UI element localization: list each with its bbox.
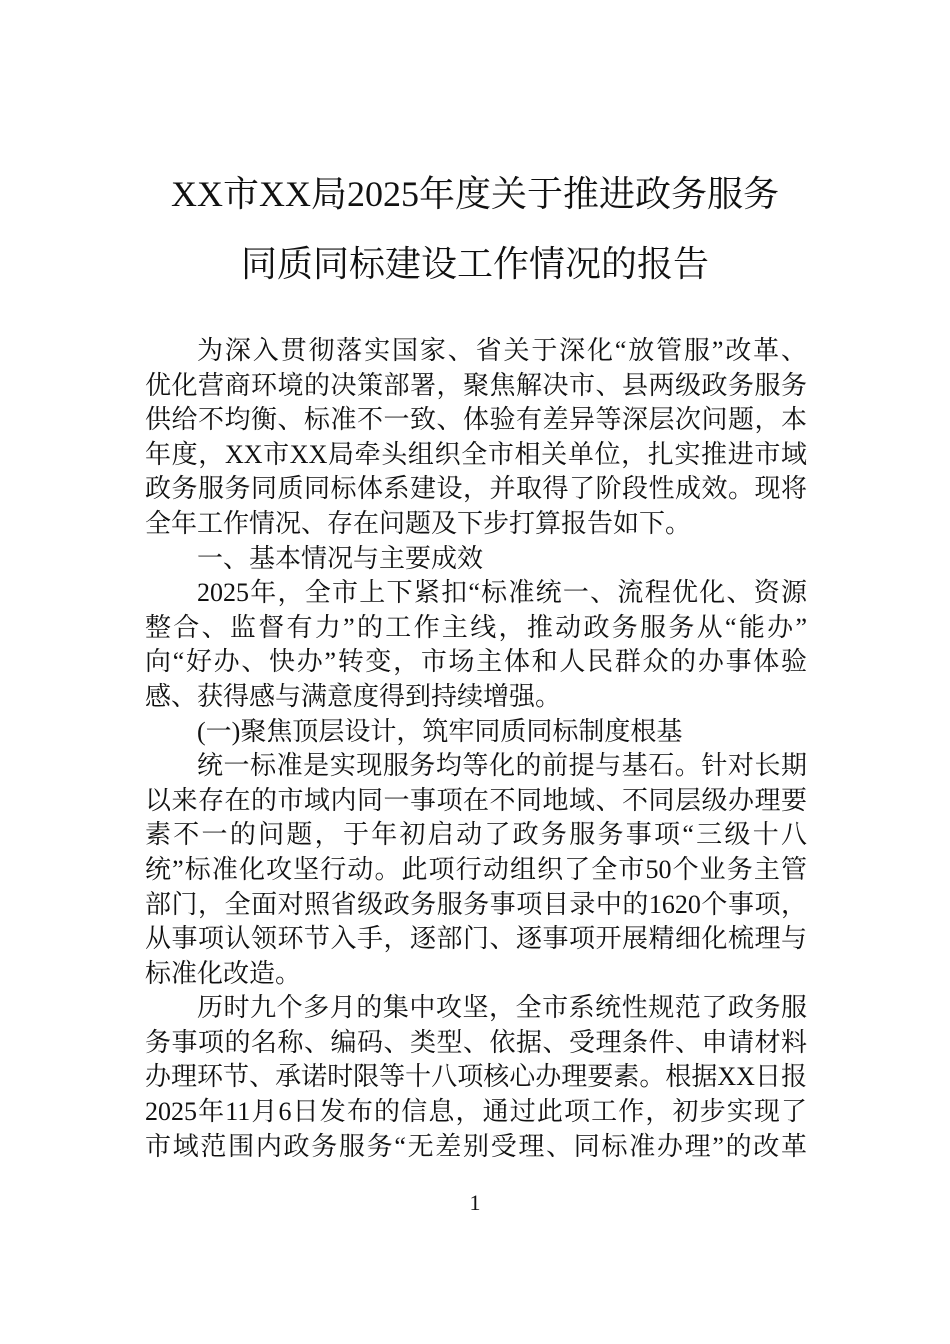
body-line: 政务服务同质同标体系建设，并取得了阶段性成效。现将 [145,474,807,504]
body-line: 办理环节、承诺时限等十八项核心办理要素。根据XX日报 [145,1062,807,1092]
report-title-line-1: XX市XX局2025年度关于推进政务服务 [171,174,779,214]
body-line: 统一标准是实现服务均等化的前提与基石。针对长期 [197,751,807,781]
body-line: 年度，XX市XX局牵头组织全市相关单位，扎实推进市域 [145,439,807,469]
report-body [145,334,807,1164]
body-line: 一、基本情况与主要成效 [197,543,484,573]
body-line: 2025年，全市上下紧扣“标准统一、流程优化、资源 [197,578,807,608]
body-line: 为深入贯彻落实国家、省关于深化“放管服”改革、 [197,336,807,365]
body-line: 以来存在的市域内同一事项在不同地域、不同层级办理要 [145,785,807,815]
body-line: 素不一的问题，于年初启动了政务服务事项“三级十八 [145,820,807,850]
body-line: 全年工作情况、存在问题及下步打算报告如下。 [145,508,692,538]
body-line: 统”标准化攻坚行动。此项行动组织了全市50个业务主管 [145,854,807,884]
body-line: 感、获得感与满意度得到持续增强。 [145,681,562,711]
body-line: 优化营商环境的决策部署，聚焦解决市、县两级政务服务 [145,370,807,400]
body-line: 向“好办、快办”转变，市场主体和人民群众的办事体验 [145,647,807,677]
body-line: 部门，全面对照省级政务服务事项目录中的1620个事项， [145,889,807,919]
body-line: 从事项认领环节入手，逐部门、逐事项开展精细化梳理与 [145,924,807,954]
body-line: 务事项的名称、编码、类型、依据、受理条件、申请材料 [145,1027,807,1057]
report-title-line-2: 同质同标建设工作情况的报告 [240,244,709,284]
body-line: 2025年11月6日发布的信息，通过此项工作，初步实现了 [145,1097,807,1127]
body-line: (一)聚焦顶层设计，筑牢同质同标制度根基 [197,716,683,746]
body-line: 标准化改造。 [145,958,302,988]
body-line: 供给不均衡、标准不一致、体验有差异等深层次问题，本 [145,405,807,435]
body-line: 市域范围内政务服务“无差别受理、同标准办理”的改革 [145,1131,807,1161]
page-number: 1 [469,1190,481,1215]
body-line: 整合、监督有力”的工作主线，推动政务服务从“能办” [145,612,807,642]
body-line: 历时九个多月的集中攻坚，全市系统性规范了政务服 [197,993,807,1023]
